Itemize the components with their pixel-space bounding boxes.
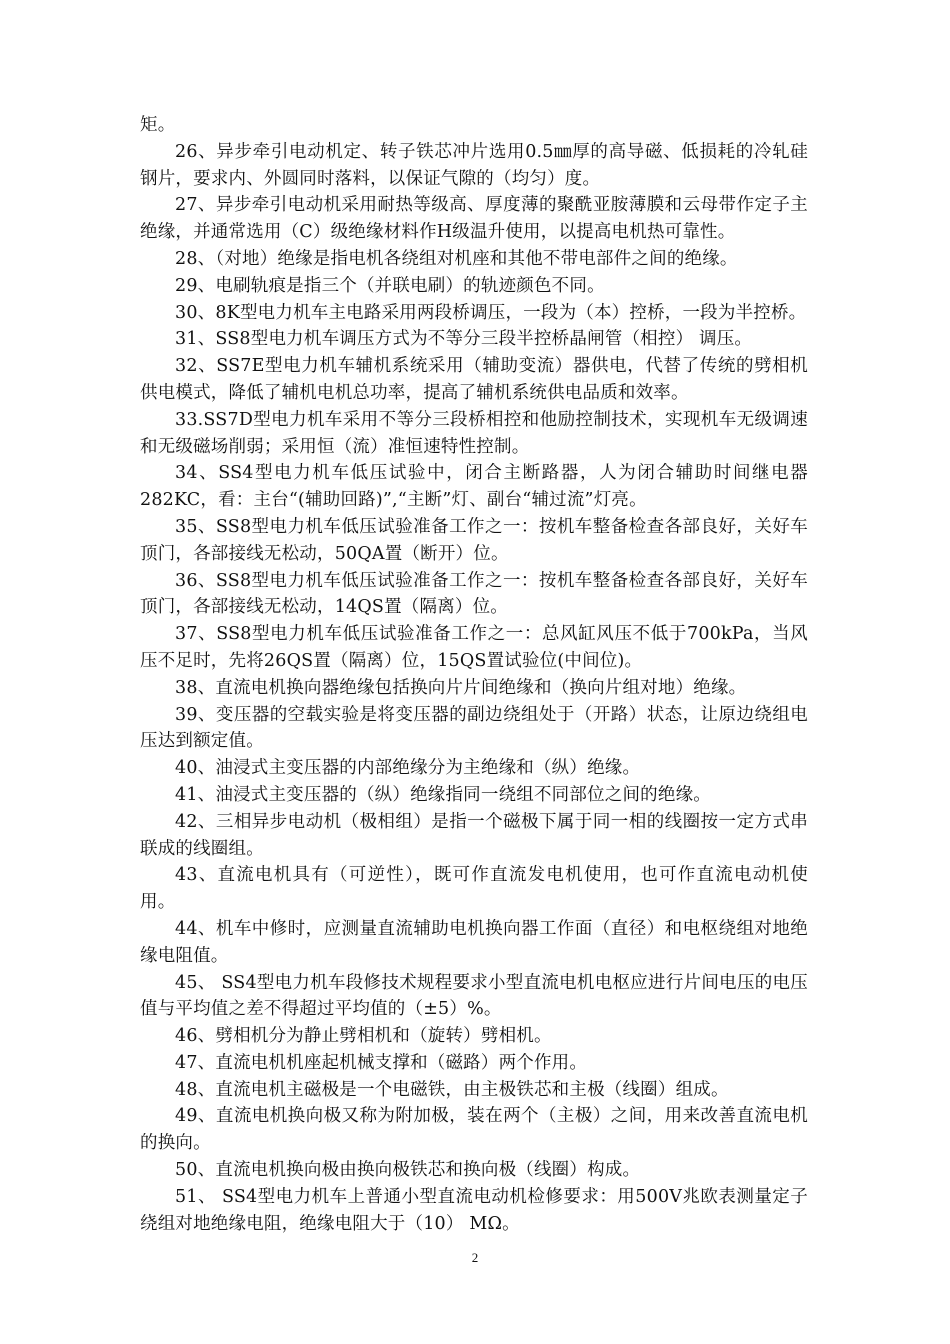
question-50: 50、直流电机换向极由换向极铁芯和换向极（线圈）构成。 — [175, 1160, 641, 1181]
question-44: 44、机车中修时，应测量直流辅助电机换向器工作面（直径）和电枢绕组对地绝缘电阻值。 — [140, 918, 808, 966]
question-48: 48、直流电机主磁极是一个电磁铁，由主极铁芯和主极（线圈）组成。 — [175, 1079, 729, 1100]
question-49: 49、直流电机换向极又称为附加极，装在两个（主极）之间，用来改善直流电机的换向。 — [140, 1106, 808, 1154]
question-39: 39、变压器的空载实验是将变压器的副边绕组处于（开路）状态，让原边绕组电压达到额定值。 — [140, 704, 808, 752]
question-35: 35、SS8型电力机车低压试验准备工作之一：按机车整备检查各部良好，关好车顶门，各部接线无松动，50QA置（断开）位。 — [140, 516, 808, 564]
question-30: 30、8K型电力机车主电路采用两段桥调压，一段为（本）控桥，一段为半控桥。 — [175, 302, 807, 323]
question-28: 28、（对地）绝缘是指电机各绕组对机座和其他不带电部件之间的绝缘。 — [175, 248, 738, 269]
question-33: 33.SS7D型电力机车采用不等分三段桥相控和他励控制技术，实现机车无级调速和无级磁场削弱；采用恒（流）准恒速特性控制。 — [140, 409, 808, 457]
question-38: 38、直流电机换向器绝缘包括换向片片间绝缘和（换向片组对地）绝缘。 — [175, 677, 747, 698]
question-37: 37、SS8型电力机车低压试验准备工作之一：总风缸风压不低于700kPa，当风压不足时，先将26QS置（隔离）位，15QS置试验位(中间位)。 — [140, 624, 808, 671]
question-36: 36、SS8型电力机车低压试验准备工作之一：按机车整备检查各部良好，关好车顶门，各部接线无松动，14QS置（隔离）位。 — [140, 570, 808, 618]
question-43: 43、直流电机具有（可逆性），既可作直流发电机使用，也可作直流电动机使用。 — [140, 865, 808, 913]
question-31: 31、SS8型电力机车调压方式为不等分三段半控桥晶闸管（相控） 调压。 — [175, 329, 753, 350]
question-27: 27、异步牵引电动机采用耐热等级高、厚度薄的聚酰亚胺薄膜和云母带作定子主绝缘，并通常选用（C）级绝缘材料作H级温升使用，以提高电机热可靠性。 — [140, 195, 808, 243]
question-29: 29、电刷轨痕是指三个（并联电刷）的轨迹颜色不同。 — [175, 275, 605, 296]
question-46: 46、劈相机分为静止劈相机和（旋转）劈相机。 — [175, 1026, 552, 1047]
question-40: 40、油浸式主变压器的内部绝缘分为主绝缘和（纵）绝缘。 — [175, 758, 641, 779]
paragraph-continuation: 矩。 — [140, 115, 176, 135]
question-32: 32、SS7E型电力机车辅机系统采用（辅助变流）器供电，代替了传统的劈相机供电模式，降低了辅机电机总功率，提高了辅机系统供电品质和效率。 — [140, 356, 808, 403]
document-body — [140, 112, 808, 1237]
question-41: 41、油浸式主变压器的（纵）绝缘指同一绕组不同部位之间的绝缘。 — [175, 784, 711, 805]
question-51: 51、 SS4型电力机车上普通小型直流电动机检修要求：用500V兆欧表测量定子绕组对地绝缘电阻，绝缘电阻大于（10） MΩ。 — [140, 1186, 808, 1234]
question-45: 45、 SS4型电力机车段修技术规程要求小型直流电机电枢应进行片间电压的电压值与平均值之差不得超过平均值的（±5）%。 — [140, 972, 808, 1020]
question-26: 26、异步牵引电动机定、转子铁芯冲片选用0.5㎜厚的高导磁、低损耗的冷轧硅钢片，要求内、外圆同时落料，以保证气隙的（均匀）度。 — [140, 141, 808, 189]
question-47: 47、直流电机机座起机械支撑和（磁路）两个作用。 — [175, 1052, 588, 1073]
question-42: 42、三相异步电动机（极相组）是指一个磁极下属于同一相的线圈按一定方式串联成的线圈组。 — [140, 811, 808, 859]
question-34: 34、SS4型电力机车低压试验中，闭合主断路器，人为闭合辅助时间继电器282KC，看：主台“(辅助回路)”,“主断”灯、副台“辅过流”灯亮。 — [140, 463, 808, 511]
page-number: 2 — [471, 1250, 479, 1265]
